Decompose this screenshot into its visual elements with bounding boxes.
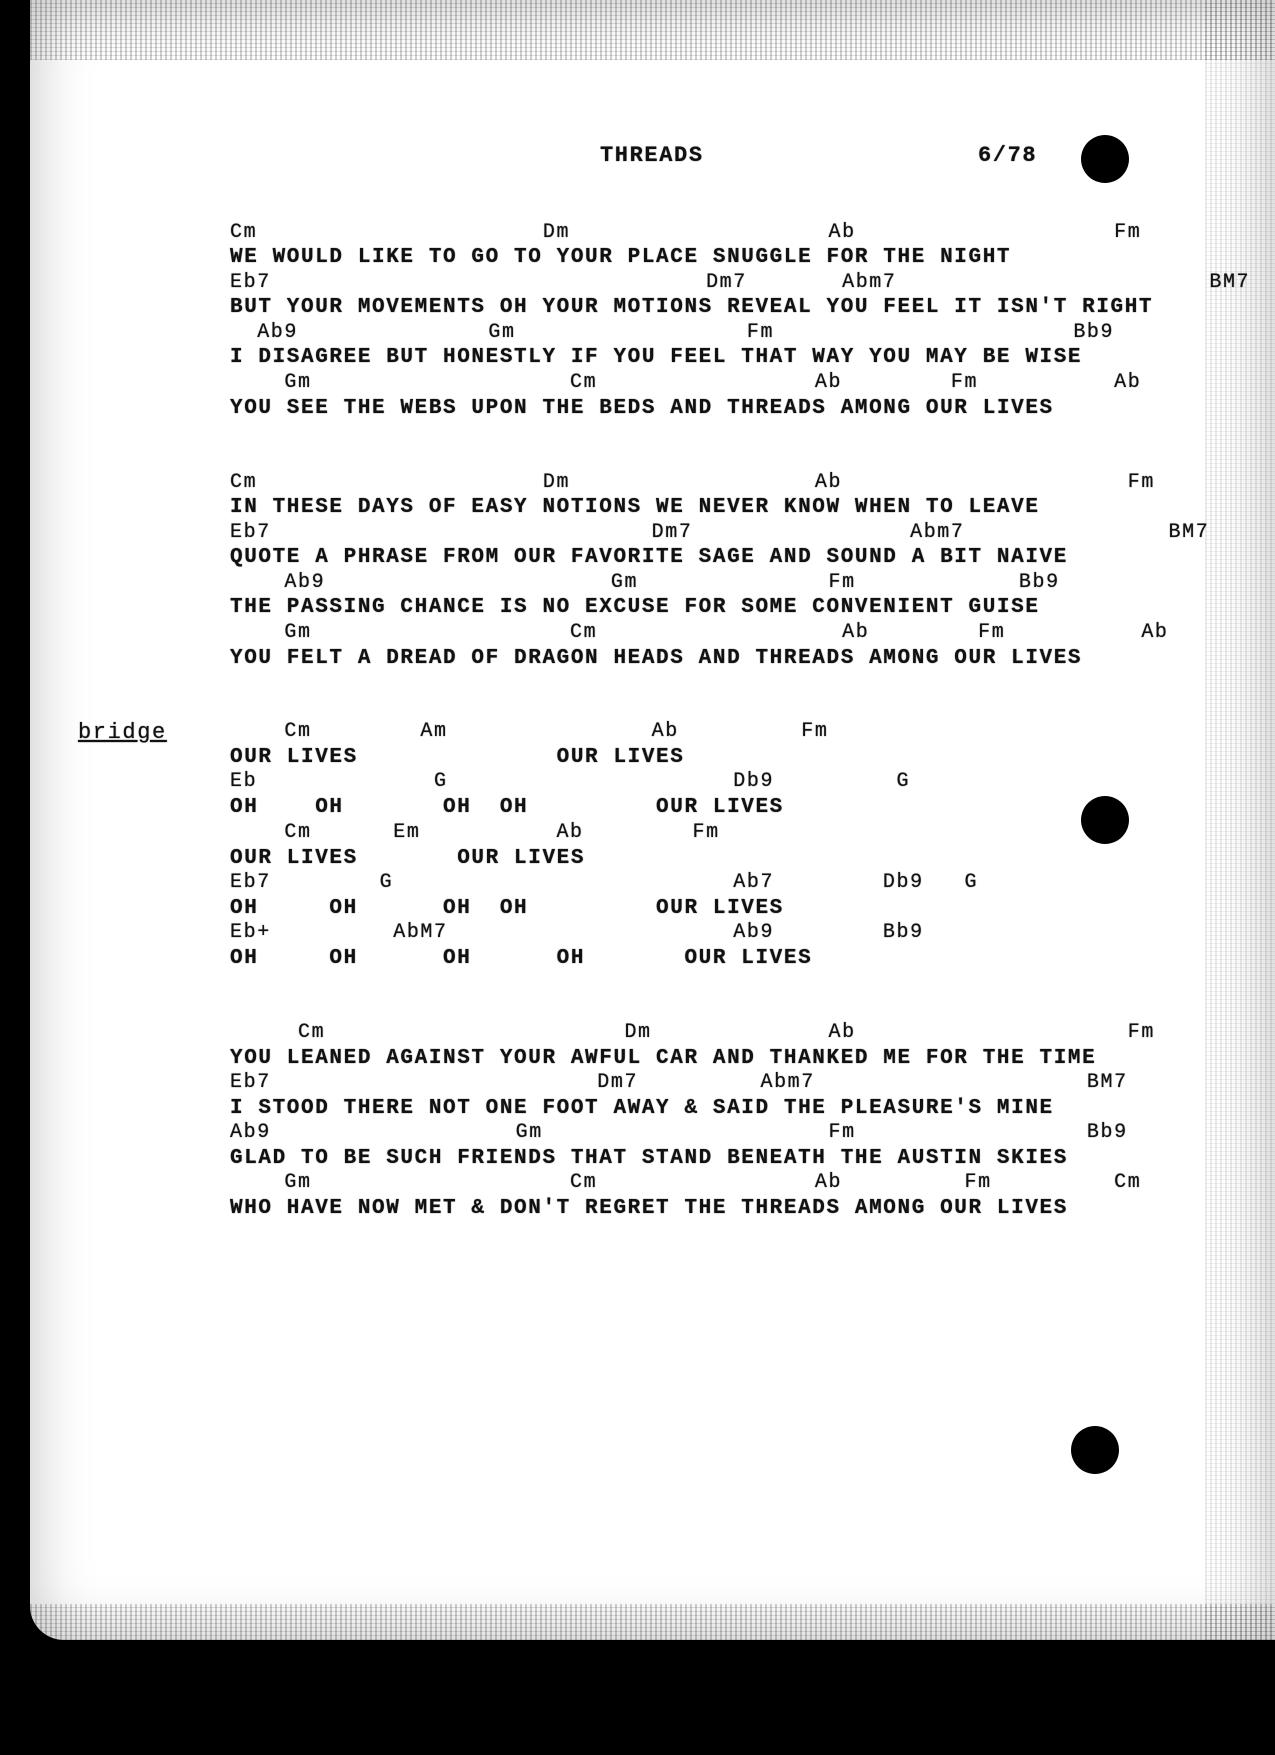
chord-line: Gm Cm Ab Fm Cm bbox=[230, 1171, 1142, 1194]
lyric-line: I DISAGREE BUT HONESTLY IF YOU FEEL THAT WAY YOU MAY BE WISE bbox=[230, 346, 1083, 369]
chord-line: Eb7 Dm7 Abm7 BM7 bbox=[230, 1071, 1128, 1094]
lyric-line: IN THESE DAYS OF EASY NOTIONS WE NEVER KNOW WHEN TO LEAVE bbox=[230, 496, 1040, 519]
punch-hole-icon bbox=[1071, 1426, 1119, 1474]
lyric-line: BUT YOUR MOVEMENTS OH YOUR MOTIONS REVEAL YOU FEEL IT ISN'T RIGHT bbox=[230, 296, 1154, 319]
scan-noise-right bbox=[1205, 0, 1275, 1640]
chord-line: Eb+ AbM7 Ab9 Bb9 bbox=[230, 921, 924, 944]
lyric-line: WHO HAVE NOW MET & DON'T REGRET THE THREADS AMONG OUR LIVES bbox=[230, 1197, 1068, 1220]
chord-line: Eb7 G Ab7 Db9 G bbox=[230, 871, 979, 894]
chord-line: Cm Dm Ab Fm bbox=[230, 221, 1142, 244]
song-title: THREADS bbox=[600, 143, 704, 168]
chord-line: Ab9 Gm Fm Bb9 bbox=[230, 571, 1060, 594]
lyric-line: YOU SEE THE WEBS UPON THE BEDS AND THREADS AMONG OUR LIVES bbox=[230, 397, 1054, 420]
chord-line: Cm Am Ab Fm bbox=[230, 720, 829, 743]
typed-page bbox=[30, 0, 1275, 1640]
scan-noise-bottom bbox=[30, 1604, 1275, 1640]
lyric-line: WE WOULD LIKE TO GO TO YOUR PLACE SNUGGLE FOR THE NIGHT bbox=[230, 246, 1012, 269]
lyric-line: OH OH OH OH OUR LIVES bbox=[230, 796, 784, 819]
chord-line: Cm Dm Ab Fm bbox=[230, 1021, 1155, 1044]
chord-line: Eb G Db9 G bbox=[230, 770, 911, 793]
chord-line: Cm Em Ab Fm bbox=[230, 821, 720, 844]
lyric-line: OH OH OH OH OUR LIVES bbox=[230, 947, 813, 970]
punch-hole-icon bbox=[1081, 135, 1129, 183]
chord-line: Ab9 Gm Fm Bb9 bbox=[230, 321, 1115, 344]
chord-line: Eb7 Dm7 Abm7 BM7 bbox=[230, 521, 1210, 544]
lyric-line: GLAD TO BE SUCH FRIENDS THAT STAND BENEATH THE AUSTIN SKIES bbox=[230, 1147, 1068, 1170]
lyric-line: YOU LEANED AGAINST YOUR AWFUL CAR AND THANKED ME FOR THE TIME bbox=[230, 1047, 1097, 1070]
punch-hole-icon bbox=[1081, 796, 1129, 844]
chord-line: Ab9 Gm Fm Bb9 bbox=[230, 1121, 1128, 1144]
lyric-line: OUR LIVES OUR LIVES bbox=[230, 746, 685, 769]
song-date: 6/78 bbox=[978, 143, 1038, 168]
lyric-line: YOU FELT A DREAD OF DRAGON HEADS AND THREADS AMONG OUR LIVES bbox=[230, 647, 1083, 670]
lyric-line: I STOOD THERE NOT ONE FOOT AWAY & SAID THE PLEASURE'S MINE bbox=[230, 1097, 1054, 1120]
lyric-line: OUR LIVES OUR LIVES bbox=[230, 847, 586, 870]
lyric-line: OH OH OH OH OUR LIVES bbox=[230, 897, 784, 920]
chord-line: Gm Cm Ab Fm Ab bbox=[230, 371, 1142, 394]
chord-line: Cm Dm Ab Fm bbox=[230, 471, 1155, 494]
chord-line: Gm Cm Ab Fm Ab bbox=[230, 621, 1169, 644]
section-label-bridge: bridge bbox=[78, 720, 167, 745]
scan-noise-top bbox=[30, 0, 1275, 60]
lyric-line: THE PASSING CHANCE IS NO EXCUSE FOR SOME CONVENIENT GUISE bbox=[230, 596, 1040, 619]
chord-line: Eb7 Dm7 Abm7 BM7 bbox=[230, 271, 1251, 294]
lyric-line: QUOTE A PHRASE FROM OUR FAVORITE SAGE AND SOUND A BIT NAIVE bbox=[230, 546, 1068, 569]
